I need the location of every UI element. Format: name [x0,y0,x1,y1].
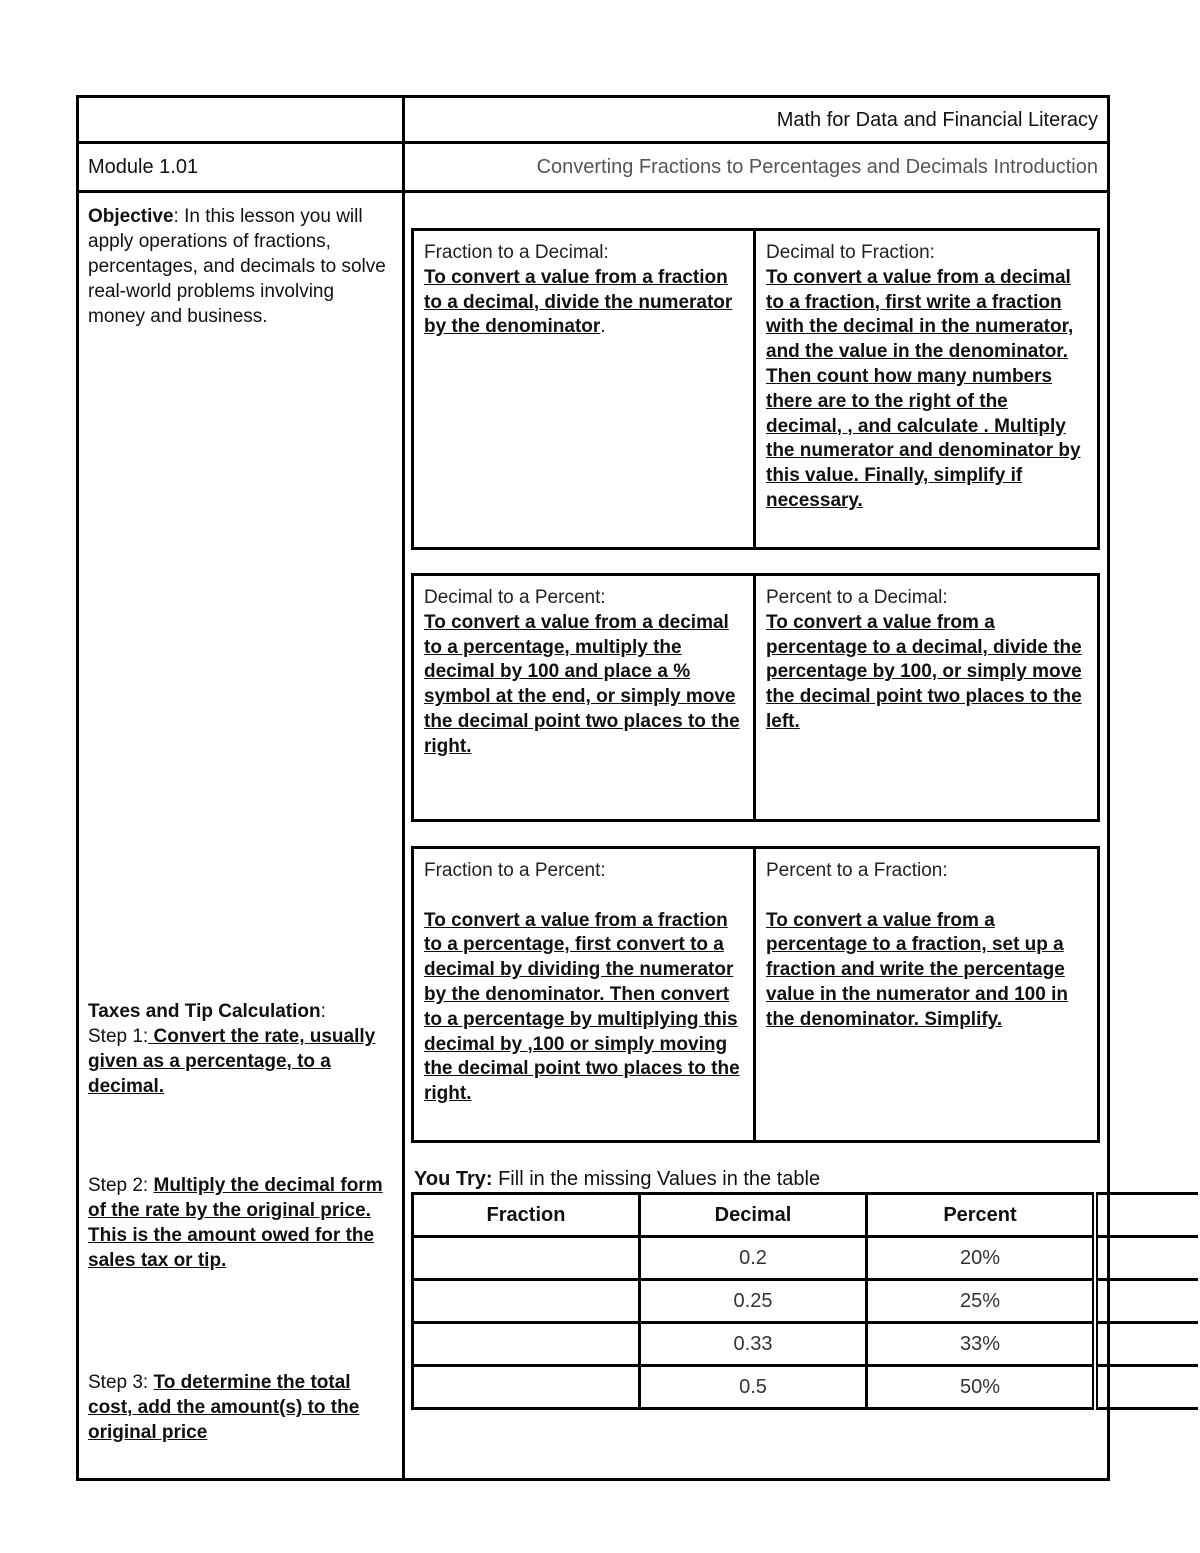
fraction-cell[interactable] [413,1280,640,1323]
you-try-heading [414,1168,820,1191]
cell-text: To convert a value from a decimal to a percentage, multiply the decimal by 100 and place a % symbol at the end, or simply move the decimal point two places to the right. [424,611,740,757]
percent-cell: 50% [867,1366,1096,1409]
percent-cell: 20% [867,1237,1096,1280]
percent-cell: 33% [867,1323,1096,1366]
cell-title: Fraction to a Decimal: [424,242,609,263]
course-title: Math for Data and Financial Literacy [776,109,1098,131]
step1-label: Step 1: [88,1026,149,1047]
extra-column [1095,1194,1198,1237]
percent-to-fraction-cell [755,849,1098,1033]
step2-text: Multiply the decimal form of the rate by the original price. This is the amount owed for the sales tax or tip. [88,1175,383,1271]
you-try-text: Fill in the missing Values in the table [492,1168,821,1190]
cell-title: Percent to a Fraction: [766,860,948,881]
you-try-table [411,1192,1198,1410]
decimal-to-percent-cell [413,576,755,760]
table-row [413,1280,1199,1323]
percent-cell: 25% [867,1280,1096,1323]
fraction-to-percent-cell [413,849,755,1107]
table-row [413,1366,1199,1409]
table-row [413,1323,1199,1366]
cell-title: Decimal to Fraction: [766,242,935,263]
step1-text: Convert the rate, usually given as a percentage, to a decimal. [88,1026,376,1097]
step2-label: Step 2: [88,1175,154,1196]
cell-text: To convert a value from a fraction to a decimal, divide the numerator by the denominator [424,266,733,338]
extra-cell [1095,1366,1198,1409]
fraction-cell[interactable] [413,1323,640,1366]
cell-title: Percent to a Decimal: [766,587,948,608]
taxes-step2 [88,1173,393,1273]
step3-label: Step 3: [88,1372,154,1393]
lesson-title: Converting Fractions to Percentages and Decimals Introduction [536,156,1098,178]
decimal-cell: 0.25 [640,1280,867,1323]
cell-title: Fraction to a Percent: [424,860,606,881]
decimal-cell: 0.33 [640,1323,867,1366]
cell-text: To convert a value from a percentage to a decimal, divide the percentage by 100, or simply move the decimal point two places to the left. [766,611,1082,732]
module-number: Module 1.01 [88,156,199,178]
extra-cell [1095,1323,1198,1366]
row-divider [76,141,1110,144]
decimal-cell: 0.2 [640,1237,867,1280]
fraction-to-decimal-cell: Fraction to a Decimal: To convert a value from a fraction to a decimal, divide the numerator by the denominator. [424,242,733,338]
taxes-step3 [88,1370,393,1445]
fraction-cell[interactable] [413,1237,640,1280]
step3-text: To determine the total cost, add the amount(s) to the original price [88,1372,360,1443]
fraction-cell[interactable] [413,1366,640,1409]
objective [88,204,393,329]
objective-text: : In this lesson you will apply operations of fractions, percentages, and decimals to solve real-world problems involving money and business. [88,206,386,327]
cell-text: To convert a value from a decimal to a fraction, first write a fraction with the decimal in the numerator, and the value in the denominator. Then count how many numbers there are to the right of the decimal, , and calculate . Multiply the numerator and denominator by this value. Finally, simplify if necessary. [766,266,1081,511]
cell-text: To convert a value from a percentage to a fraction, set up a fraction and write the percentage value in the numerator and 100 in the denominator. Simplify. [766,909,1068,1030]
row-divider [76,190,1110,193]
decimal-to-fraction-cell [755,231,1098,514]
objective-label: Objective [88,206,174,227]
column-header: Percent [867,1194,1096,1237]
extra-cell [1095,1237,1198,1280]
percent-to-decimal-cell [755,576,1098,735]
you-try-label: You Try: [414,1168,493,1190]
cell-text: To convert a value from a fraction to a percentage, first convert to a decimal by dividing the numerator by the denominator. Then convert to a percentage by multiplying this decimal by ,100 or simply moving the decimal point two places to the right. [424,909,740,1105]
table-row [413,1237,1199,1280]
column-header: Fraction [413,1194,640,1237]
cell-title: Decimal to a Percent: [424,587,606,608]
decimal-cell: 0.5 [640,1366,867,1409]
table-header-row [413,1194,1199,1237]
column-header: Decimal [640,1194,867,1237]
taxes-title: Taxes and Tip Calculation [88,1001,321,1022]
extra-cell [1095,1280,1198,1323]
taxes-step1: Taxes and Tip Calculation: Step 1: Convert the rate, usually given as a percentage, to a decimal. [88,1001,376,1097]
column-divider [402,95,405,1481]
